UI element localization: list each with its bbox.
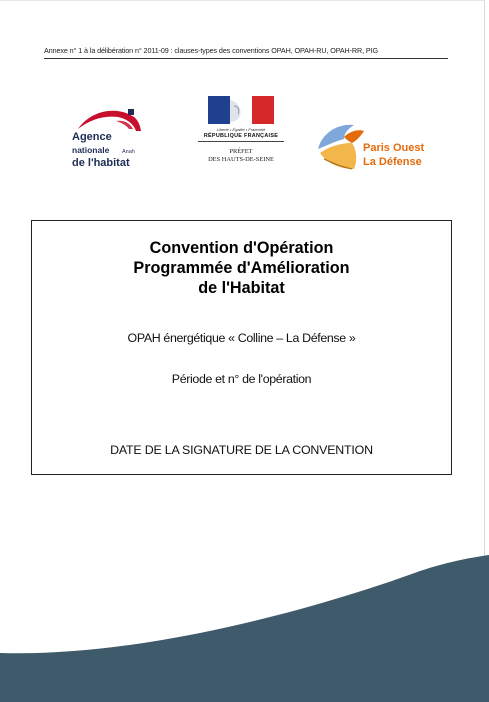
- devise-text: Liberté • Égalité • Fraternité: [216, 127, 266, 132]
- program-name: OPAH énergétique « Colline – La Défense »: [127, 331, 356, 345]
- anah-acronym: Anah: [122, 149, 135, 155]
- prefet-line1: PRÉFET: [229, 148, 253, 155]
- period-line: Période et n° de l'opération: [171, 372, 312, 386]
- pold-line2: La Défense: [363, 156, 422, 168]
- anah-line-habitat: de l'habitat: [72, 157, 130, 169]
- prefet-logo: [198, 96, 288, 171]
- annex-header: Annexe n° 1 à la délibération n° 2011-09 : clauses-types des conventions OPAH, OPAH-RU, OPAH-RR, PIG: [44, 46, 448, 59]
- pold-line1: Paris Ouest: [363, 142, 425, 154]
- pold-emblem-icon: [314, 119, 366, 175]
- prefet-line2: DES HAUTS-DE-SEINE: [208, 156, 274, 163]
- convention-box: [31, 220, 452, 475]
- footer-wave-shape: [0, 541, 489, 702]
- anah-logo: [72, 103, 162, 173]
- title-line-3: de l'Habitat: [198, 279, 285, 297]
- marianne-flag-icon: [208, 96, 274, 124]
- republique-text: RÉPUBLIQUE FRANÇAISE: [198, 133, 284, 142]
- prefet-text: [198, 148, 284, 164]
- anah-line-nationale: nationale: [72, 145, 110, 155]
- pold-logo: [314, 119, 434, 175]
- title-line-1: Convention d'Opération: [149, 239, 334, 257]
- anah-line-agence: Agence: [72, 131, 112, 143]
- title-line-2: Programmée d'Amélioration: [133, 259, 350, 277]
- signature-date-line: DATE DE LA SIGNATURE DE LA CONVENTION: [110, 443, 373, 457]
